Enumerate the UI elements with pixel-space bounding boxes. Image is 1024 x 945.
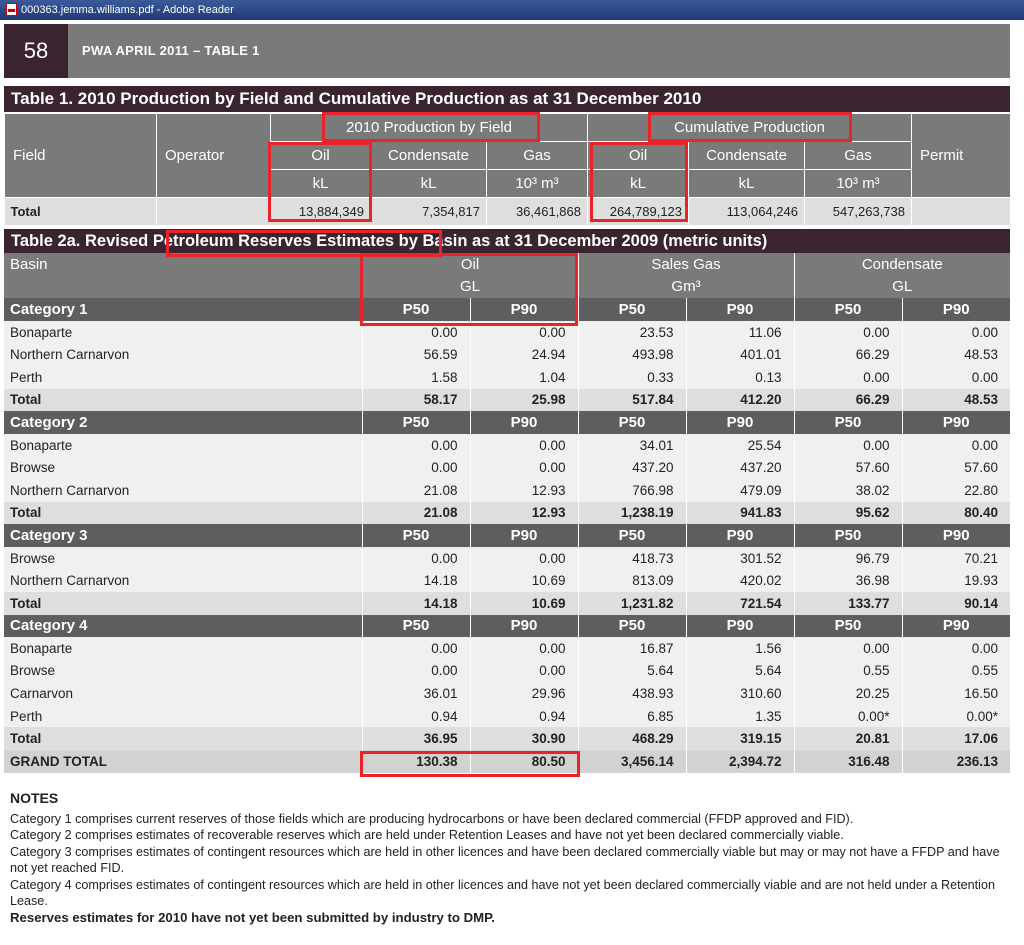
table-row (4, 547, 1010, 570)
basin-name: Browse (4, 456, 362, 479)
value-cell: 0.00 (470, 637, 578, 660)
value-cell: 0.00 (362, 321, 470, 344)
value-cell: 0.00 (902, 434, 1010, 457)
value-cell: 96.79 (794, 547, 902, 570)
value-cell: 0.00 (794, 366, 902, 389)
p50-header: P50 (362, 411, 470, 434)
total-label: Total (4, 727, 362, 750)
total-label: Total (4, 389, 362, 412)
p90-header: P90 (470, 298, 578, 321)
value-cell: 24.94 (470, 343, 578, 366)
unit-sales-gas: Gm³ (578, 276, 794, 299)
total-value-cell: 468.29 (578, 727, 686, 750)
category-header-row (4, 615, 1010, 638)
header-cumulative-production: Cumulative Production (588, 114, 912, 142)
total-cum-oil: 264,789,123 (588, 198, 689, 226)
value-cell: 29.96 (470, 682, 578, 705)
header-sales-gas: Sales Gas (578, 253, 794, 276)
total-value-cell: 58.17 (362, 389, 470, 412)
grand-total-value: 2,394.72 (686, 750, 794, 773)
page-title: PWA APRIL 2011 – TABLE 1 (82, 43, 260, 58)
category-header-row (4, 298, 1010, 321)
unit-prod-condensate: kL (371, 170, 487, 198)
p50-header: P50 (794, 411, 902, 434)
basin-name: Browse (4, 660, 362, 683)
header-prod-condensate: Condensate (371, 142, 487, 170)
value-cell: 16.87 (578, 637, 686, 660)
grand-total-label: GRAND TOTAL (4, 750, 362, 773)
total-value-cell: 20.81 (794, 727, 902, 750)
value-cell: 5.64 (686, 660, 794, 683)
total-value-cell: 95.62 (794, 502, 902, 525)
value-cell: 22.80 (902, 479, 1010, 502)
table2-title: Table 2a. Revised Petroleum Reserves Estimates by Basin as at 31 December 2009 (metric units) (4, 229, 1010, 253)
category-total-row (4, 502, 1010, 525)
p50-header: P50 (362, 615, 470, 638)
value-cell: 0.00 (470, 660, 578, 683)
unit-cum-gas: 10³ m³ (805, 170, 912, 198)
total-value-cell: 25.98 (470, 389, 578, 412)
page-number: 58 (4, 24, 68, 78)
total-value-cell: 17.06 (902, 727, 1010, 750)
value-cell: 438.93 (578, 682, 686, 705)
value-cell: 36.98 (794, 569, 902, 592)
total-prod-condensate: 7,354,817 (371, 198, 487, 226)
value-cell: 11.06 (686, 321, 794, 344)
value-cell: 301.52 (686, 547, 794, 570)
value-cell: 0.00 (902, 366, 1010, 389)
total-value-cell: 80.40 (902, 502, 1010, 525)
table-row (4, 434, 1010, 457)
value-cell: 420.02 (686, 569, 794, 592)
value-cell: 48.53 (902, 343, 1010, 366)
value-cell: 0.00 (470, 321, 578, 344)
value-cell: 0.55 (902, 660, 1010, 683)
value-cell: 0.00 (794, 321, 902, 344)
value-cell: 0.00 (794, 434, 902, 457)
table-row (4, 705, 1010, 728)
total-label: Total (5, 198, 157, 226)
unit-cum-condensate: kL (689, 170, 805, 198)
unit-prod-gas: 10³ m³ (487, 170, 588, 198)
grand-total-row (4, 750, 1010, 773)
table1-title: Table 1. 2010 Production by Field and Cumulative Production as at 31 December 2010 (4, 86, 1010, 112)
table1 (4, 113, 1011, 225)
total-operator-cell (157, 198, 271, 226)
total-value-cell: 21.08 (362, 502, 470, 525)
total-label: Total (4, 592, 362, 615)
p90-header: P90 (470, 524, 578, 547)
value-cell: 36.01 (362, 682, 470, 705)
value-cell: 14.18 (362, 569, 470, 592)
p90-header: P90 (902, 298, 1010, 321)
category-total-row (4, 592, 1010, 615)
basin-name: Browse (4, 547, 362, 570)
unit-oil: GL (362, 276, 578, 299)
unit-cum-oil: kL (588, 170, 689, 198)
value-cell: 0.00 (362, 456, 470, 479)
p90-header: P90 (686, 524, 794, 547)
total-value-cell: 412.20 (686, 389, 794, 412)
basin-name: Bonaparte (4, 434, 362, 457)
value-cell: 418.73 (578, 547, 686, 570)
total-value-cell: 90.14 (902, 592, 1010, 615)
value-cell: 0.55 (794, 660, 902, 683)
value-cell: 437.20 (578, 456, 686, 479)
value-cell: 0.00 (470, 434, 578, 457)
basin-name: Carnarvon (4, 682, 362, 705)
p50-header: P50 (578, 615, 686, 638)
total-value-cell: 14.18 (362, 592, 470, 615)
p50-header: P50 (578, 411, 686, 434)
basin-name: Northern Carnarvon (4, 569, 362, 592)
value-cell: 0.94 (470, 705, 578, 728)
p50-header: P50 (794, 524, 902, 547)
value-cell: 310.60 (686, 682, 794, 705)
total-value-cell: 517.84 (578, 389, 686, 412)
value-cell: 0.00 (362, 637, 470, 660)
value-cell: 34.01 (578, 434, 686, 457)
total-value-cell: 66.29 (794, 389, 902, 412)
p90-header: P90 (686, 615, 794, 638)
window-title: 000363.jemma.williams.pdf - Adobe Reader (21, 4, 234, 16)
header-permit: Permit (912, 114, 1011, 198)
note-line: Category 2 comprises estimates of recoverable reserves which are held under Retention Leases and have not yet been declared commercially viable. (10, 828, 844, 842)
p90-header: P90 (902, 411, 1010, 434)
value-cell: 0.00 (902, 637, 1010, 660)
table-row (4, 479, 1010, 502)
category-header-row (4, 411, 1010, 434)
table-row (4, 321, 1010, 344)
value-cell: 401.01 (686, 343, 794, 366)
header-basin-blank (4, 276, 362, 299)
total-label: Total (4, 502, 362, 525)
total-value-cell: 48.53 (902, 389, 1010, 412)
unit-prod-oil: kL (271, 170, 371, 198)
value-cell: 0.94 (362, 705, 470, 728)
category-total-row (4, 727, 1010, 750)
total-value-cell: 721.54 (686, 592, 794, 615)
category-label: Category 2 (4, 411, 362, 434)
p50-header: P50 (794, 298, 902, 321)
category-label: Category 1 (4, 298, 362, 321)
table-row (4, 637, 1010, 660)
table-row (4, 660, 1010, 683)
basin-name: Northern Carnarvon (4, 479, 362, 502)
header-prod-oil: Oil (271, 142, 371, 170)
pdf-file-icon (6, 3, 17, 16)
value-cell: 0.00 (362, 660, 470, 683)
value-cell: 0.00 (902, 321, 1010, 344)
value-cell: 0.00* (794, 705, 902, 728)
grand-total-value: 316.48 (794, 750, 902, 773)
value-cell: 437.20 (686, 456, 794, 479)
p90-header: P90 (686, 298, 794, 321)
value-cell: 5.64 (578, 660, 686, 683)
value-cell: 479.09 (686, 479, 794, 502)
total-prod-oil: 13,884,349 (271, 198, 371, 226)
table-row (4, 343, 1010, 366)
value-cell: 1.04 (470, 366, 578, 389)
p90-header: P90 (470, 411, 578, 434)
basin-name: Bonaparte (4, 321, 362, 344)
total-value-cell: 319.15 (686, 727, 794, 750)
notes-bold-line: Reserves estimates for 2010 have not yet been submitted by industry to DMP. (10, 909, 495, 925)
table-row (4, 682, 1010, 705)
category-label: Category 4 (4, 615, 362, 638)
note-line: Category 3 comprises estimates of contingent resources which are held in other licences and have been declared commercially viable but may or may not have a FFDP and have not yet reached FID. (10, 844, 1000, 875)
value-cell: 0.00 (470, 456, 578, 479)
unit-condensate: GL (794, 276, 1010, 299)
note-line: Category 1 comprises current reserves of those fields which are producing hydrocarbons or have been declared commercial (FFDP approved and FID). (10, 811, 854, 826)
grand-total-value: 236.13 (902, 750, 1010, 773)
page-header (4, 24, 1010, 78)
p90-header: P90 (470, 615, 578, 638)
notes-section (10, 790, 1010, 939)
total-value-cell: 12.93 (470, 502, 578, 525)
value-cell: 766.98 (578, 479, 686, 502)
value-cell: 57.60 (902, 456, 1010, 479)
value-cell: 0.00* (902, 705, 1010, 728)
total-value-cell: 133.77 (794, 592, 902, 615)
category-total-row (4, 389, 1010, 412)
total-cum-condensate: 113,064,246 (689, 198, 805, 226)
value-cell: 1.35 (686, 705, 794, 728)
p90-header: P90 (902, 615, 1010, 638)
value-cell: 0.00 (362, 547, 470, 570)
header-cum-gas: Gas (805, 142, 912, 170)
total-value-cell: 30.90 (470, 727, 578, 750)
value-cell: 813.09 (578, 569, 686, 592)
p50-header: P50 (362, 524, 470, 547)
value-cell: 0.13 (686, 366, 794, 389)
table1-total-row (5, 198, 1011, 226)
total-value-cell: 1,238.19 (578, 502, 686, 525)
header-field: Field (5, 114, 157, 198)
total-permit-cell (912, 198, 1011, 226)
value-cell: 56.59 (362, 343, 470, 366)
value-cell: 25.54 (686, 434, 794, 457)
p90-header: P90 (902, 524, 1010, 547)
value-cell: 21.08 (362, 479, 470, 502)
value-cell: 57.60 (794, 456, 902, 479)
table2 (4, 253, 1010, 773)
value-cell: 0.33 (578, 366, 686, 389)
category-label: Category 3 (4, 524, 362, 547)
value-cell: 19.93 (902, 569, 1010, 592)
basin-name: Perth (4, 366, 362, 389)
total-value-cell: 36.95 (362, 727, 470, 750)
value-cell: 16.50 (902, 682, 1010, 705)
value-cell: 0.00 (362, 434, 470, 457)
table-row (4, 569, 1010, 592)
basin-name: Bonaparte (4, 637, 362, 660)
value-cell: 1.56 (686, 637, 794, 660)
value-cell: 38.02 (794, 479, 902, 502)
header-condensate: Condensate (794, 253, 1010, 276)
value-cell: 66.29 (794, 343, 902, 366)
value-cell: 10.69 (470, 569, 578, 592)
total-cum-gas: 547,263,738 (805, 198, 912, 226)
value-cell: 6.85 (578, 705, 686, 728)
value-cell: 20.25 (794, 682, 902, 705)
grand-total-value: 130.38 (362, 750, 470, 773)
total-prod-gas: 36,461,868 (487, 198, 588, 226)
total-value-cell: 10.69 (470, 592, 578, 615)
value-cell: 1.58 (362, 366, 470, 389)
value-cell: 493.98 (578, 343, 686, 366)
header-cum-oil: Oil (588, 142, 689, 170)
value-cell: 70.21 (902, 547, 1010, 570)
total-value-cell: 941.83 (686, 502, 794, 525)
basin-name: Northern Carnarvon (4, 343, 362, 366)
value-cell: 12.93 (470, 479, 578, 502)
header-basin: Basin (4, 253, 362, 276)
p50-header: P50 (578, 298, 686, 321)
header-prod-gas: Gas (487, 142, 588, 170)
grand-total-value: 80.50 (470, 750, 578, 773)
header-oil: Oil (362, 253, 578, 276)
value-cell: 23.53 (578, 321, 686, 344)
p50-header: P50 (362, 298, 470, 321)
grand-total-value: 3,456.14 (578, 750, 686, 773)
header-operator: Operator (157, 114, 271, 198)
window-titlebar (0, 0, 1024, 20)
category-header-row (4, 524, 1010, 547)
p50-header: P50 (794, 615, 902, 638)
table-row (4, 366, 1010, 389)
basin-name: Perth (4, 705, 362, 728)
header-2010-production: 2010 Production by Field (271, 114, 588, 142)
table-row (4, 456, 1010, 479)
p90-header: P90 (686, 411, 794, 434)
header-cum-condensate: Condensate (689, 142, 805, 170)
note-line: Category 4 comprises estimates of contingent resources which are held in other licences and have not yet been declared commercially viable and are not held under a Retention Lease. (10, 877, 995, 908)
notes-title: NOTES (10, 790, 59, 806)
value-cell: 0.00 (794, 637, 902, 660)
p50-header: P50 (578, 524, 686, 547)
value-cell: 0.00 (470, 547, 578, 570)
total-value-cell: 1,231.82 (578, 592, 686, 615)
